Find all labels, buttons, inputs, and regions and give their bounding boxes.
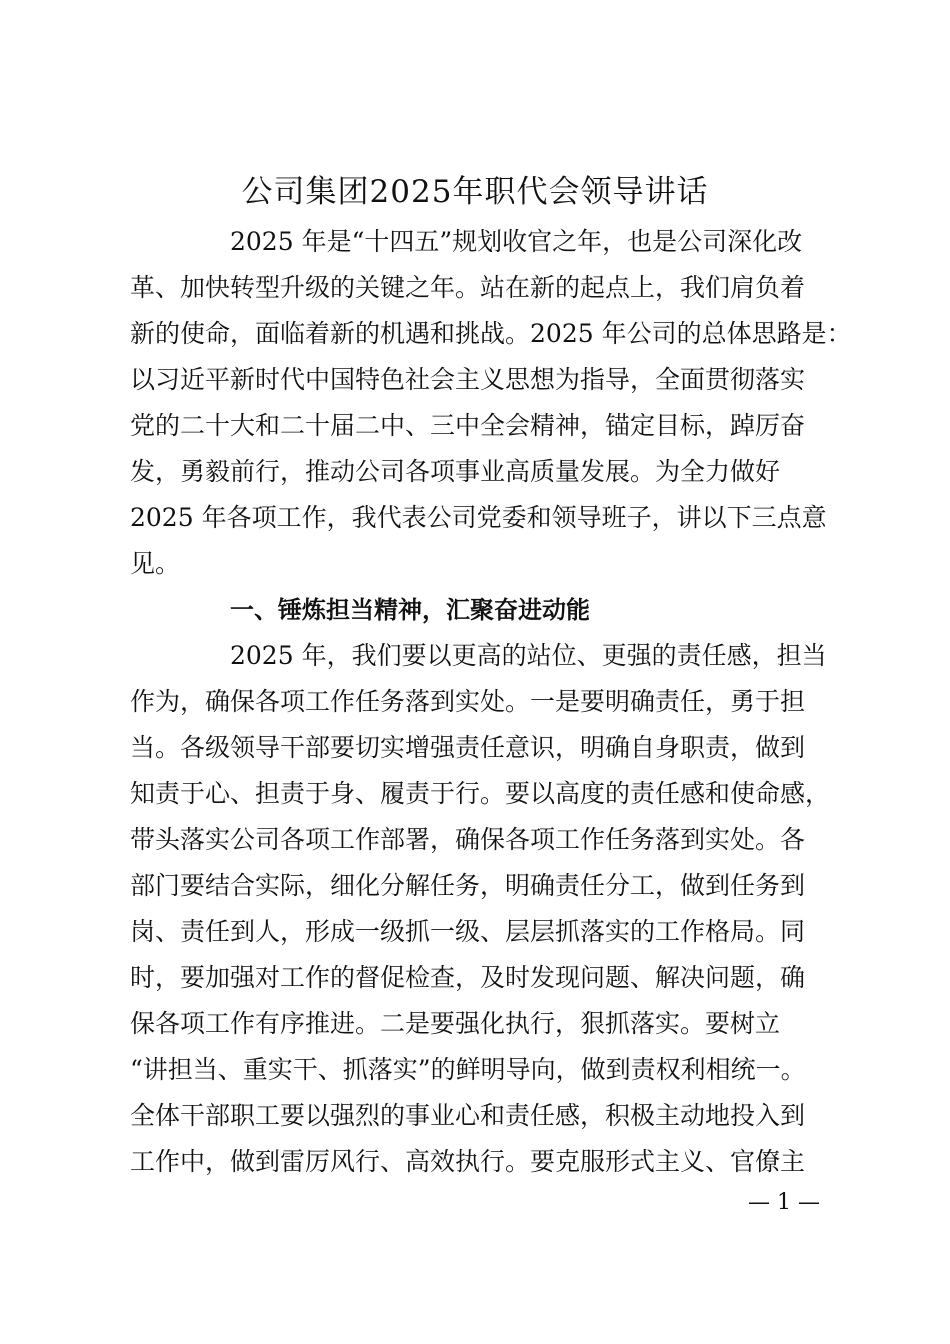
paragraph-line: 全体干部职工要以强烈的事业心和责任感，积极主动地投入到: [130, 1101, 806, 1130]
paragraph-line: 工作中，做到雷厉风行、高效执行。要克服形式主义、官僚主: [130, 1147, 806, 1176]
paragraph-line: 当。各级领导干部要切实增强责任意识，明确自身职责，做到: [130, 733, 806, 762]
paragraph-line: 部门要结合实际，细化分解任务，明确责任分工，做到任务到: [130, 871, 806, 900]
paragraph-line: 以习近平新时代中国特色社会主义思想为指导，全面贯彻落实: [130, 365, 806, 394]
paragraph-line: 2025 年是“十四五”规划收官之年，也是公司深化改: [230, 227, 803, 256]
paragraph-line: 2025 年，我们要以更高的站位、更强的责任感，担当: [230, 641, 827, 670]
paragraph-line: 带头落实公司各项工作部署，确保各项工作任务落到实处。各: [130, 825, 806, 854]
paragraph-line: 2025 年各项工作，我代表公司党委和领导班子，讲以下三点意: [130, 503, 827, 532]
section-heading: 一、锤炼担当精神，汇聚奋进动能: [230, 596, 590, 624]
paragraph-line: 革、加快转型升级的关键之年。站在新的起点上，我们肩负着: [130, 273, 806, 302]
paragraph-line: 见。: [130, 549, 181, 578]
paragraph-line: 保各项工作有序推进。二是要强化执行，狠抓落实。要树立: [130, 1009, 781, 1038]
paragraph-line: 时，要加强对工作的督促检查，及时发现问题、解决问题，确: [130, 963, 806, 992]
page-number: — 1 —: [748, 1190, 820, 1215]
paragraph-line: “讲担当、重实干、抓落实”的鲜明导向，做到责权利相统一。: [130, 1055, 806, 1084]
paragraph-line: 党的二十大和二十届二中、三中全会精神，锚定目标，踔厉奋: [130, 411, 806, 440]
paragraph-line: 新的使命，面临着新的机遇和挑战。2025 年公司的总体思路是：: [130, 319, 852, 348]
paragraph-line: 岗、责任到人，形成一级抓一级、层层抓落实的工作格局。同: [130, 917, 806, 946]
paragraph-line: 发，勇毅前行，推动公司各项事业高质量发展。为全力做好: [130, 457, 781, 486]
paragraph-line: 知责于心、担责于身、履责于行。要以高度的责任感和使命感，: [130, 779, 831, 808]
document-title: 公司集团2025年职代会领导讲话: [241, 174, 709, 210]
paragraph-line: 作为，确保各项工作任务落到实处。一是要明确责任，勇于担: [130, 687, 806, 716]
